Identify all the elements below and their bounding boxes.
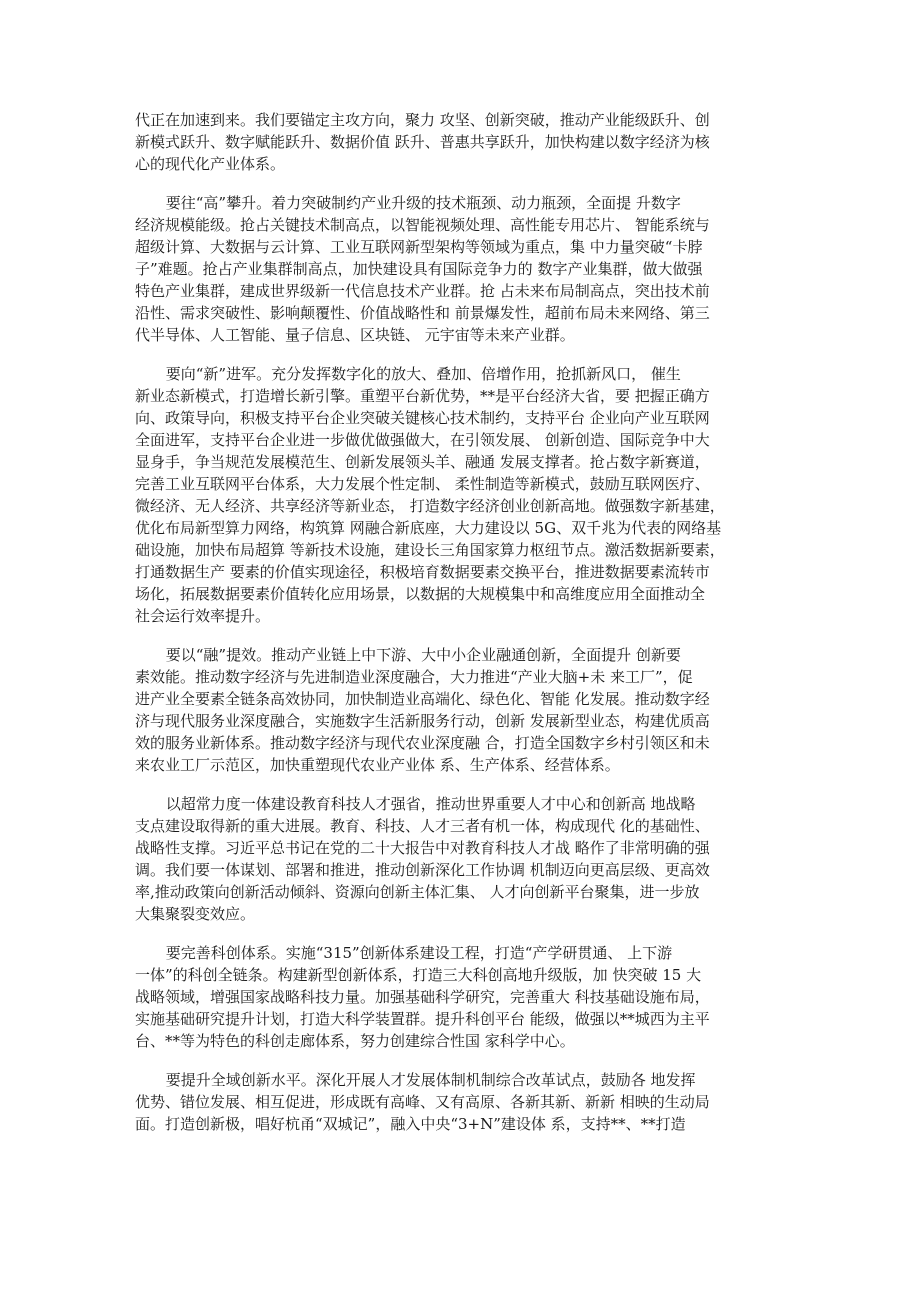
text-line: 优化布局新型算力网络，构筑算 网融合新底座，大力建设以 5G、双千兆为代表的网络基 xyxy=(135,519,722,537)
text-line: 显身手，争当规范发展模范生、创新发展领头羊、融通 发展支撑者。抢占数字新赛道， xyxy=(135,453,710,471)
paragraph xyxy=(135,1069,795,1135)
text-line: 效的服务业新体系。推动数字经济与现代农业深度融 合，打造全国数字乡村引领区和未 xyxy=(135,734,710,752)
text-line: 向、政策导向，积极支持平台企业突破关键核心技术制约，支持平台 企业向产业互联网 xyxy=(135,409,710,427)
text-line: 要往“高”攀升。着力突破制约产业升级的技术瓶颈、动力瓶颈，全面提 升数字 xyxy=(165,194,681,212)
text-line: 微经济、无人经济、共享经济等新业态， 打造数字经济创业创新高地。做强数字新基建， xyxy=(135,497,725,515)
text-line: 优势、错位发展、相互促进，形成既有高峰、又有高原、各新其新、新新 相映的生动局 xyxy=(135,1093,710,1111)
text-line: 代正在加速到来。我们要锚定主攻方向，聚力 攻坚、创新突破，推动产业能级跃升、创 xyxy=(135,111,710,129)
text-line: 新模式跃升、数字赋能跃升、数据价值 跃升、普惠共享跃升，加快构建以数字经济为核 xyxy=(135,133,710,151)
text-line: 特色产业集群，建成世界级新一代信息技术产业群。抢 占未来布局制高点，突出技术前 xyxy=(135,282,710,300)
text-line: 战略领域，增强国家战略科技力量。加强基础科学研究，完善重大 科技基础设施布局， xyxy=(135,988,710,1006)
text-line: 台、**等为特色的科创走廊体系，努力创建综合性国 家科学中心。 xyxy=(135,1032,575,1050)
text-line: 进产业全要素全链条高效协同，加快制造业高端化、绿色化、智能 化发展。推动数字经 xyxy=(135,690,710,708)
text-line: 要完善科创体系。实施“315”创新体系建设工程，打造“产学研贯通、 上下游 xyxy=(165,944,673,962)
paragraph xyxy=(135,793,795,925)
text-line: 面。打造创新极，唱好杭甬“双城记”，融入中央“3+N”建设体 系，支持**、**打造 xyxy=(135,1115,686,1133)
text-line: 要向“新”进军。充分发挥数字化的放大、叠加、倍增作用，抢抓新风口， 催生 xyxy=(165,365,681,383)
text-line: 代半导体、人工智能、量子信息、区块链、 元宇宙等未来产业群。 xyxy=(135,326,575,344)
paragraph xyxy=(135,942,795,1052)
text-line: 大集聚裂变效应。 xyxy=(135,905,256,923)
text-line: 战略性支撑。习近平总书记在党的二十大报告中对教育科技人才战 略作了非常明确的强 xyxy=(135,839,710,857)
text-line: 率,推动政策向创新活动倾斜、资源向创新主体汇集、 人才向创新平台聚集，进一步放 xyxy=(135,883,700,901)
text-line: 济与现代服务业深度融合，实施数字生活新服务行动，创新 发展新型业态，构建优质高 xyxy=(135,712,710,730)
text-line: 场化，拓展数据要素价值转化应用场景，以数据的大规模集中和高维度应用全面推动全 xyxy=(135,585,706,603)
text-line: 超级计算、大数据与云计算、工业互联网新型架构等领域为重点，集 中力量突破“卡脖 xyxy=(135,238,703,256)
text-line: 来农业工厂示范区，加快重塑现代农业产业体 系、生产体系、经营体系。 xyxy=(135,756,620,774)
text-line: 社会运行效率提升。 xyxy=(135,607,271,625)
text-line: 以超常力度一体建设教育科技人才强省，推动世界重要人才中心和创新高 地战略 xyxy=(165,795,696,813)
text-line: 一体”的科创全链条。构建新型创新体系，打造三大科创高地升级版，加 快突破 15 大 xyxy=(135,966,702,984)
text-line: 实施基础研究提升计划，打造大科学装置群。提升科创平台 能级，做强以**城西为主平 xyxy=(135,1010,710,1028)
text-line: 础设施，加快布局超算 等新技术设施，建设长三角国家算力枢纽节点。激活数据新要素， xyxy=(135,541,725,559)
document-body xyxy=(135,109,795,1152)
text-line: 打通数据生产 要素的价值实现途径，积极培育数据要素交换平台，推进数据要素流转市 xyxy=(135,563,710,581)
text-line: 支点建设取得新的重大进展。教育、科技、人才三者有机一体，构成现代 化的基础性、 xyxy=(135,817,710,835)
text-line: 全面进军，支持平台企业进一步做优做强做大，在引领发展、 创新创造、国际竞争中大 xyxy=(135,431,710,449)
text-line: 沿性、需求突破性、影响颠覆性、价值战略性和 前景爆发性，超前布局未来网络、第三 xyxy=(135,304,710,322)
text-line: 素效能。推动数字经济与先进制造业深度融合，大力推进“产业大脑+未 来工厂”，促 xyxy=(135,668,693,686)
text-line: 调。我们要一体谋划、部署和推进，推动创新深化工作协调 机制迈向更高层级、更高效 xyxy=(135,861,710,879)
text-line: 完善工业互联网平台体系，大力发展个性定制、 柔性制造等新模式，鼓励互联网医疗、 xyxy=(135,475,710,493)
paragraph xyxy=(135,192,795,346)
paragraph xyxy=(135,109,795,175)
text-line: 新业态新模式，打造增长新引擎。重塑平台新优势，**是平台经济大省，要 把握正确方 xyxy=(135,387,710,405)
text-line: 经济规模能级。抢占关键技术制高点，以智能视频处理、高性能专用芯片、 智能系统与 xyxy=(135,216,710,234)
text-line: 子”难题。抢占产业集群制高点，加快建设具有国际竞争力的 数字产业集群，做大做强 xyxy=(135,260,703,278)
text-line: 要以“融”提效。推动产业链上中下游、大中小企业融通创新，全面提升 创新要 xyxy=(165,646,681,664)
paragraph xyxy=(135,644,795,776)
text-line: 心的现代化产业体系。 xyxy=(135,155,286,173)
paragraph xyxy=(135,363,795,627)
text-line: 要提升全域创新水平。深化开展人才发展体制机制综合改革试点，鼓励各 地发挥 xyxy=(165,1071,696,1089)
